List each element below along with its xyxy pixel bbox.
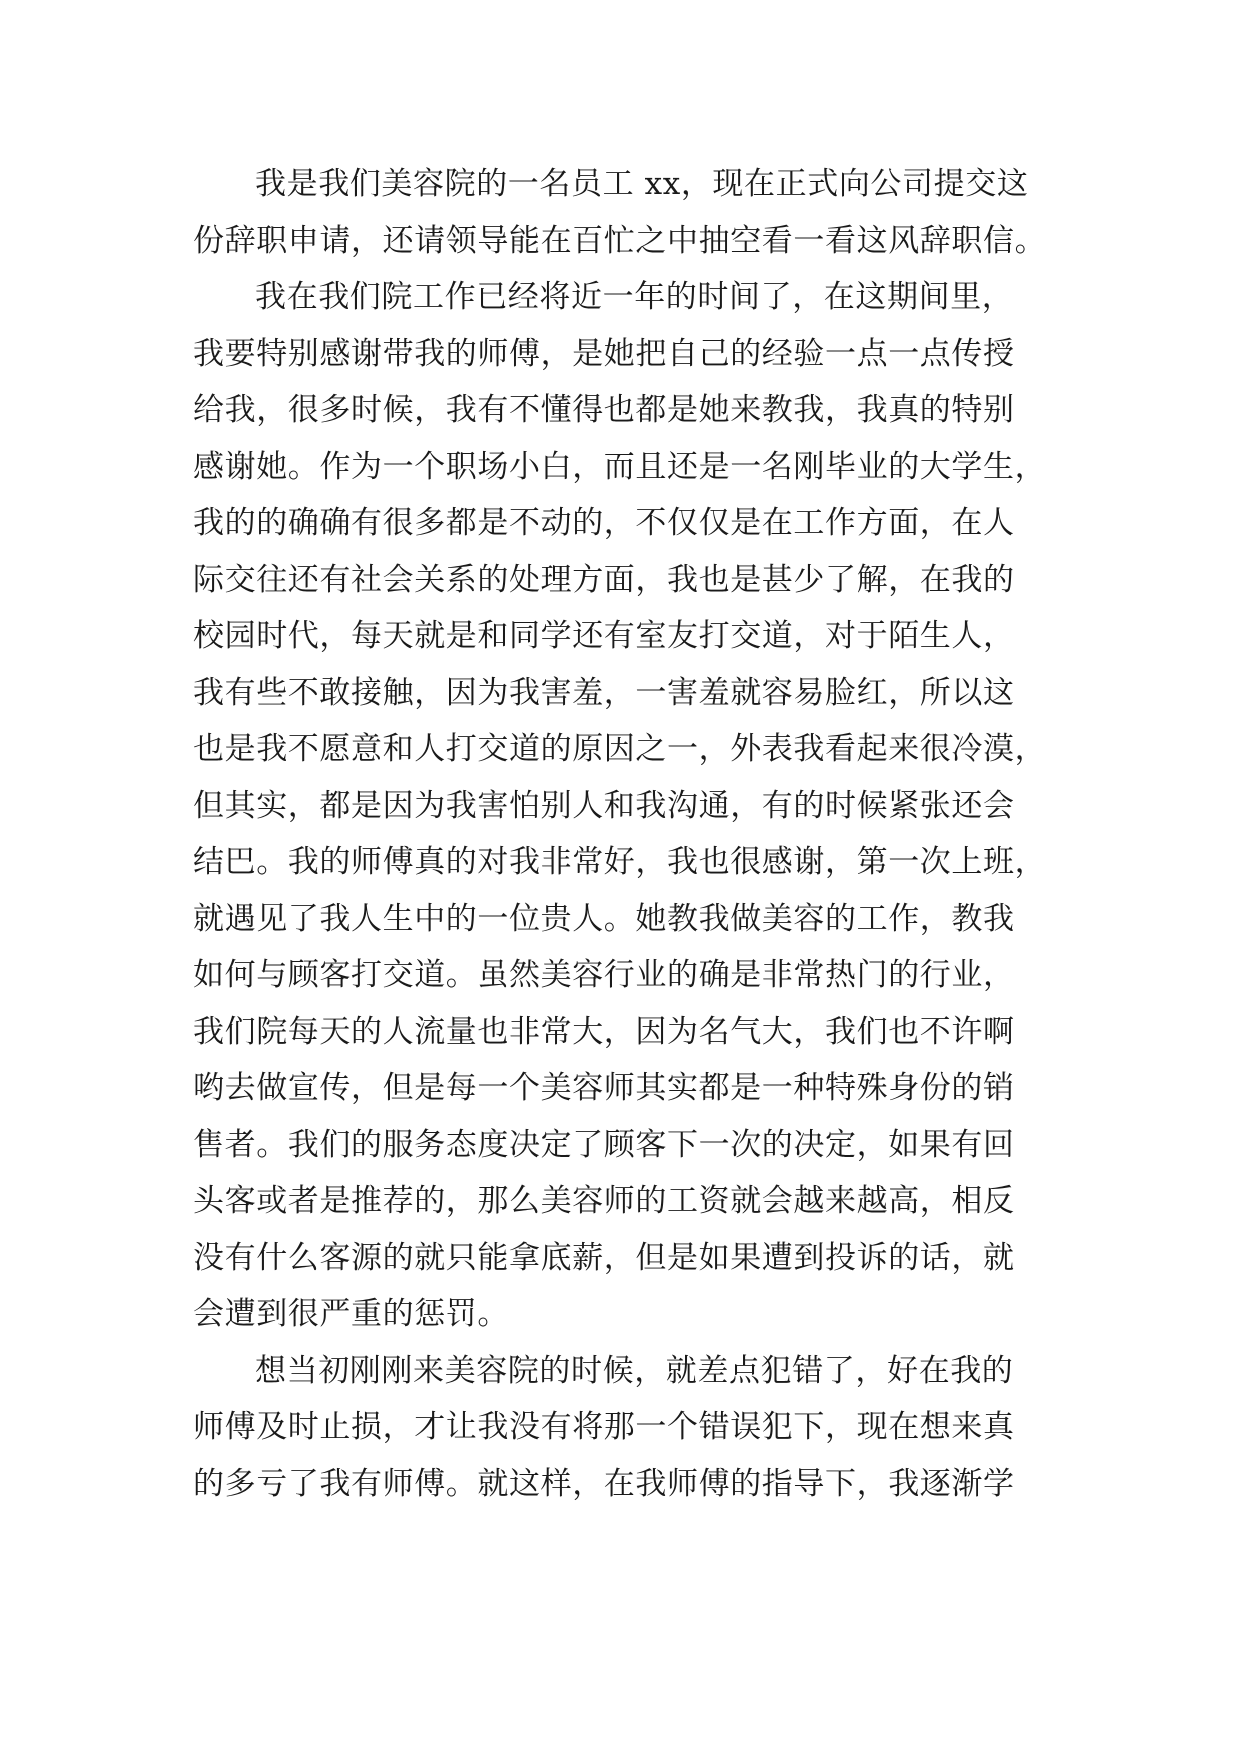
paragraph-2-line-3: 给我，很多时候，我有不懂得也都是她来教我，我真的特别 <box>193 392 1015 428</box>
paragraph-2-line-8: 我有些不敢接触，因为我害羞，一害羞就容易脸红，所以这 <box>193 675 1015 711</box>
paragraph-2-line-6: 际交往还有社会关系的处理方面，我也是甚少了解，在我的 <box>193 562 1015 598</box>
paragraph-2-line-16: 售者。我们的服务态度决定了顾客下一次的决定，如果有回 <box>193 1127 1015 1163</box>
paragraph-2-line-13: 如何与顾客打交道。虽然美容行业的确是非常热门的行业， <box>193 957 1015 993</box>
paragraph-2-line-15: 哟去做宣传，但是每一个美容师其实都是一种特殊身份的销 <box>193 1070 1015 1106</box>
paragraph-2-line-14: 我们院每天的人流量也非常大，因为名气大，我们也不许啊 <box>193 1014 1015 1050</box>
paragraph-2-line-1: 我在我们院工作已经将近一年的时间了，在这期间里， <box>255 279 1014 315</box>
paragraph-2-line-18: 没有什么客源的就只能拿底薪，但是如果遭到投诉的话，就 <box>193 1240 1015 1276</box>
paragraph-3-line-3: 的多亏了我有师傅。就这样，在我师傅的指导下，我逐渐学 <box>193 1466 1015 1502</box>
paragraph-1-line-1: 我是我们美容院的一名员工 xx，现在正式向公司提交这 <box>255 166 1029 202</box>
paragraph-2-line-4: 感谢她。作为一个职场小白，而且还是一名刚毕业的大学生， <box>193 449 1047 485</box>
paragraph-2-line-9: 也是我不愿意和人打交道的原因之一，外表我看起来很冷漠， <box>193 731 1047 767</box>
paragraph-3-line-1: 想当初刚刚来美容院的时候，就差点犯错了，好在我的 <box>255 1353 1014 1389</box>
paragraph-2-line-17: 头客或者是推荐的，那么美容师的工资就会越来越高，相反 <box>193 1183 1015 1219</box>
paragraph-2-line-19: 会遭到很严重的惩罚。 <box>193 1296 509 1332</box>
paragraph-3-line-2: 师傅及时止损，才让我没有将那一个错误犯下，现在想来真 <box>193 1409 1015 1445</box>
paragraph-2-line-10: 但其实，都是因为我害怕别人和我沟通，有的时候紧张还会 <box>193 788 1015 824</box>
paragraph-2-line-11: 结巴。我的师傅真的对我非常好，我也很感谢，第一次上班， <box>193 844 1047 880</box>
paragraph-2-line-2: 我要特别感谢带我的师傅，是她把自己的经验一点一点传授 <box>193 336 1015 372</box>
paragraph-2-line-7: 校园时代，每天就是和同学还有室友打交道，对于陌生人， <box>193 618 1015 654</box>
paragraph-1-line-2: 份辞职申请，还请领导能在百忙之中抽空看一看这风辞职信。 <box>193 223 1047 259</box>
paragraph-2-line-5: 我的的确确有很多都是不动的，不仅仅是在工作方面，在人 <box>193 505 1015 541</box>
paragraph-2-line-12: 就遇见了我人生中的一位贵人。她教我做美容的工作，教我 <box>193 901 1015 937</box>
